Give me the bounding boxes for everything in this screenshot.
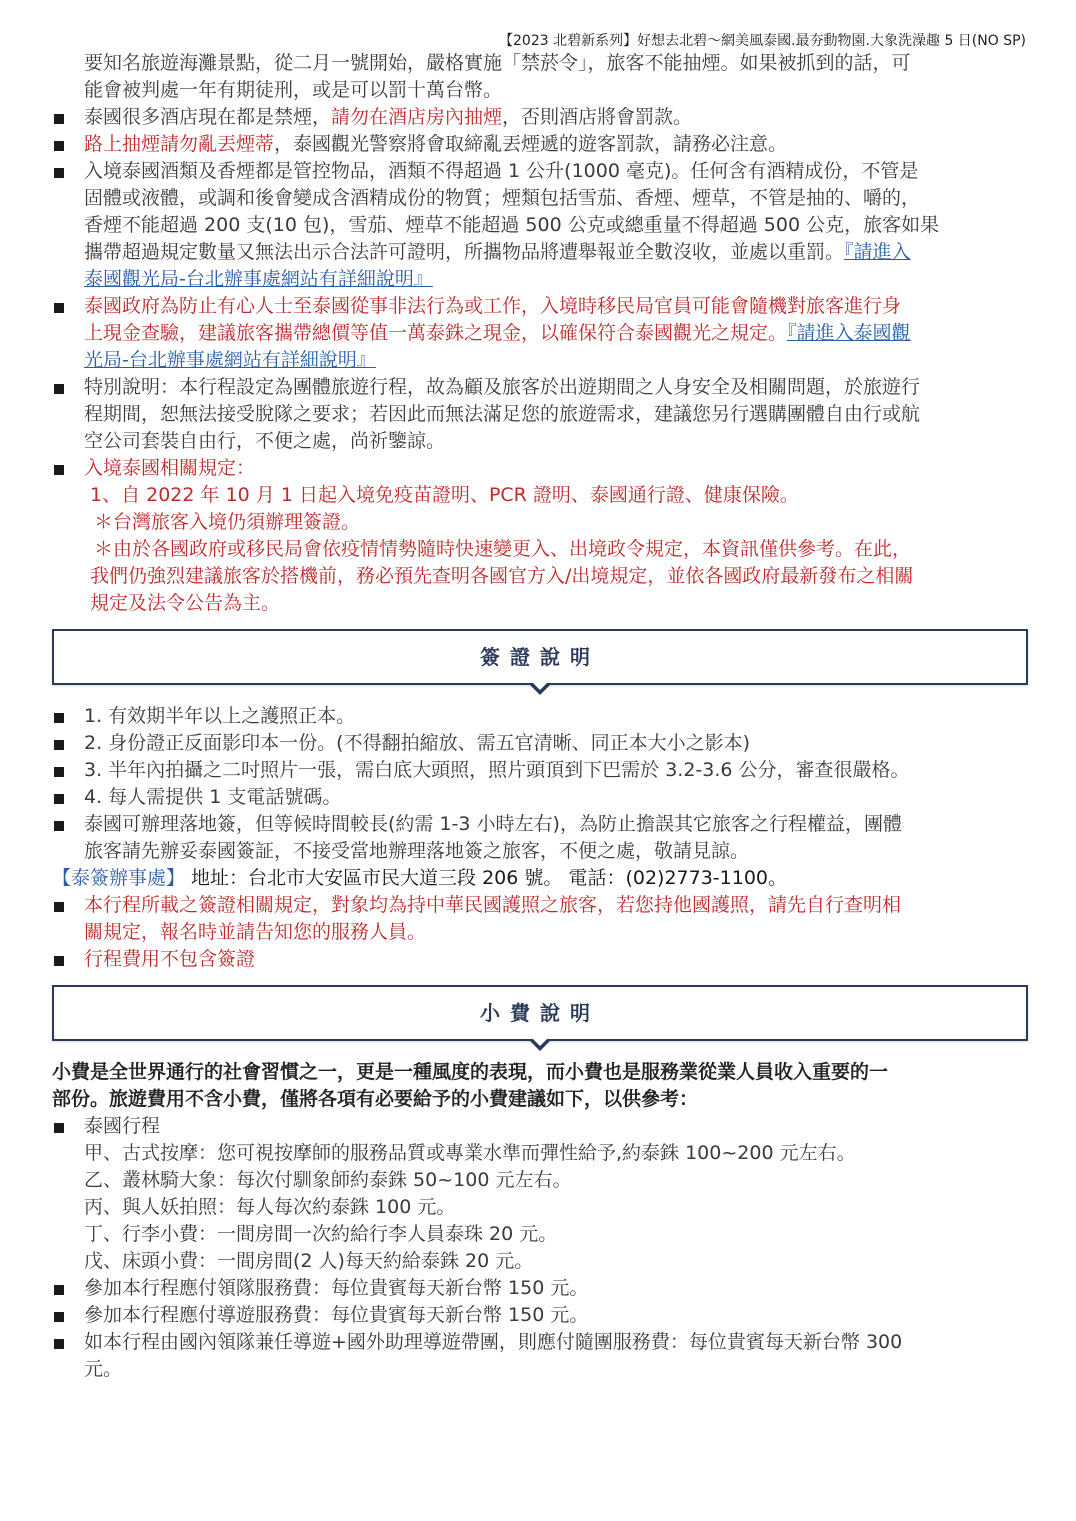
hotel-smoking-item: 泰國很多酒店現在都是禁煙，請勿在酒店房內抽煙，否則酒店將會罰款。 bbox=[52, 104, 1028, 131]
bullet-square-icon bbox=[54, 1123, 64, 1133]
tips-intro: 小費是全世界通行的社會習慣之一，更是一種風度的表現，而小費也是服務業從業人員收入重要的一 bbox=[52, 1061, 889, 1083]
special-note-item: 特別說明：本行程設定為團體旅遊行程，故為顧及旅客於出遊期間之人身安全及相關問題，於旅遊行 程期間，恕無法接受脫隊之要求；若因此而無法滿足您的旅遊需求，建議您另行選購團體自由行或航 空公司套裝自由行，不便之處，尚祈鑒諒。 bbox=[52, 374, 1028, 455]
visa-list: 1. 有效期半年以上之護照正本。 2. 身份證正反面影印本一份。(不得翻拍縮放、需五官清晰、同正本大小之影本) 3. 半年內拍攝之二吋照片一張，需白底大頭照，照片頭頂到下巴需於 3.2-3.6 公分，審查很嚴格。 4. 每人需提供 1 支電話號碼。 泰國可辦理落地簽，但等候時間較長(約需 1-3 小時左右)，為防止擔誤其它旅客之行程權益，團體 旅客請先辦妥泰國簽証，不接受當地辦理落地簽之旅客，不便之處，敬請見諒。 【泰簽辦事處】 地址：台北市大安區市民大道三段 206 號。 電話：(02)2773-1100。 本行程所載之簽證相關規定，對象均為持中華民國護照之旅客，若您持他國護照，請先自行查明相 關規定，報名時並請告知您的服務人員。 行程費用不包含簽證 bbox=[52, 703, 1028, 973]
list-item: 泰國可辦理落地簽，但等候時間較長(約需 1-3 小時左右)，為防止擔誤其它旅客之行程權益，團體 bbox=[52, 811, 1028, 838]
smoking-ban-continued: 要知名旅遊海灘景點，從二月一號開始，嚴格實施「禁菸令」，旅客不能抽煙。如果被抓到的話，可 能會被判處一年有期徒刑，或是可以罰十萬台幣。 bbox=[84, 52, 911, 101]
bullet-square-icon bbox=[54, 767, 64, 777]
liquor-tobacco-item: 入境泰國酒類及香煙都是管控物品，酒類不得超過 1 公升(1000 毫克)。任何含有酒精成份，不管是 固體或液體，或調和後會變成含酒精成份的物質；煙類包括雪茄、香煙、煙草，不管是抽的、嚼的， 香煙不能超過 200 支(10 包)，雪茄、煙草不能超過 500 公克或總重量不得超過 500 公克，旅客如果 攜帶超過規定數量又無法出示合法許可證明，所攜物品將遭舉報並全數沒收，並處以重罰。『請進入 泰國觀光局-台北辦事處網站有詳細說明』 bbox=[52, 158, 1028, 293]
tip-entry: 甲、古式按摩：您可視按摩師的服務品質或專業水準而彈性給予,約泰銖 100~200 元左右。 bbox=[84, 1142, 856, 1164]
tip-entry: 乙、叢林騎大象：每次付馴象師約泰銖 50~100 元左右。 bbox=[84, 1169, 572, 1191]
visa-section-banner: 簽證說明 bbox=[52, 629, 1028, 685]
document-body bbox=[52, 50, 1028, 1383]
banner-pointer-icon bbox=[529, 1040, 551, 1051]
tourism-bureau-link[interactable]: 『請進入 bbox=[844, 241, 911, 263]
tips-section: 小費是全世界通行的社會習慣之一，更是一種風度的表現，而小費也是服務業從業人員收入重要的一 部份。旅遊費用不含小費，僅將各項有必要給予的小費建議如下，以供參考： 泰國行程 甲、古式按摩：您可視按摩師的服務品質或專業水準而彈性給予,約泰銖 100~200 元左右。 乙、叢林騎大象：每次付馴象師約泰銖 50~100 元左右。 丙、與人妖拍照：每人每次約泰銖 100 元。 丁、行李小費：一間房間一次約給行李人員泰珠 20 元。 戊、床頭小費：一間房間(2 人)每天約給泰銖 20 元。 參加本行程應付領隊服務費：每位貴賓每天新台幣 150 元。 參加本行程應付導遊服務費：每位貴賓每天新台幣 150 元。 如本行程由國內領隊兼任導遊+國外助理導遊帶團，則應付隨團服務費：每位貴賓每天新台幣 300 元。 bbox=[52, 1059, 1028, 1383]
entry-rule: ＊台灣旅客入境仍須辦理簽證。 bbox=[94, 511, 361, 533]
list-item: 1. 有效期半年以上之護照正本。 bbox=[52, 703, 1028, 730]
bullet-square-icon bbox=[54, 1339, 64, 1349]
list-item: 泰國行程 bbox=[52, 1113, 1028, 1140]
bullet-square-icon bbox=[54, 821, 64, 831]
list-item: 3. 半年內拍攝之二吋照片一張，需白底大頭照，照片頭頂到下巴需於 3.2-3.6 公分，審查很嚴格。 bbox=[52, 757, 1028, 784]
bullet-square-icon bbox=[54, 384, 64, 394]
bullet-square-icon bbox=[54, 303, 64, 313]
bullet-square-icon bbox=[54, 794, 64, 804]
list-item: 本行程所載之簽證相關規定，對象均為持中華民國護照之旅客，若您持他國護照，請先自行查明相 bbox=[52, 892, 1028, 919]
tip-entry: 丙、與人妖拍照：每人每次約泰銖 100 元。 bbox=[84, 1196, 456, 1218]
bullet-square-icon bbox=[54, 114, 64, 124]
tourism-bureau-link[interactable]: 『請進入泰國觀 bbox=[787, 322, 911, 344]
cigarette-butt-item: 路上抽煙請勿亂丟煙蒂，泰國觀光警察將會取締亂丟煙遞的遊客罰款，請務必注意。 bbox=[52, 131, 1028, 158]
bullet-square-icon bbox=[54, 740, 64, 750]
bullet-square-icon bbox=[54, 1285, 64, 1295]
tip-entry: 戊、床頭小費：一間房間(2 人)每天約給泰銖 20 元。 bbox=[84, 1250, 534, 1272]
entry-rule: 1、自 2022 年 10 月 1 日起入境免疫苗證明、PCR 證明、泰國通行證、健康保險。 bbox=[90, 484, 799, 506]
cash-check-item: 泰國政府為防止有心人士至泰國從事非法行為或工作，入境時移民局官員可能會隨機對旅客進行身 上現金查驗，建議旅客攜帶總價等值一萬泰銖之現金，以確保符合泰國觀光之規定。『請進入泰國觀 光局-台北辦事處網站有詳細說明』 bbox=[52, 293, 1028, 374]
bullet-square-icon bbox=[54, 956, 64, 966]
list-item: 4. 每人需提供 1 支電話號碼。 bbox=[52, 784, 1028, 811]
bullet-square-icon bbox=[54, 465, 64, 475]
bullet-square-icon bbox=[54, 902, 64, 912]
list-item: 2. 身份證正反面影印本一份。(不得翻拍縮放、需五官清晰、同正本大小之影本) bbox=[52, 730, 1028, 757]
entry-rules-item: 入境泰國相關規定： 1、自 2022 年 10 月 1 日起入境免疫苗證明、PCR 證明、泰國通行證、健康保險。 ＊台灣旅客入境仍須辦理簽證。 ＊由於各國政府或移民局會依疫情情勢隨時快速變更入、出境政令規定，本資訊僅供參考。在此， 我們仍強烈建議旅客於搭機前，務必預先查明各國官方入/出境規定，並依各國政府最新發布之相關 規定及法令公告為主。 bbox=[52, 455, 1028, 617]
tourism-bureau-link[interactable]: 泰國觀光局-台北辦事處網站有詳細說明』 bbox=[84, 268, 433, 290]
visa-office-info: 【泰簽辦事處】 地址：台北市大安區市民大道三段 206 號。 電話：(02)2773-1100。 bbox=[52, 867, 788, 889]
visa-office-label: 【泰簽辦事處】 bbox=[52, 867, 186, 889]
entry-rule: ＊由於各國政府或移民局會依疫情情勢隨時快速變更入、出境政令規定，本資訊僅供參考。在此， bbox=[94, 538, 912, 560]
tip-entry: 丁、行李小費：一間房間一次約給行李人員泰珠 20 元。 bbox=[84, 1223, 558, 1245]
banner-pointer-icon bbox=[529, 684, 551, 695]
bullet-square-icon bbox=[54, 168, 64, 178]
document-header: 【2023 北碧新系列】好想去北碧～網美風泰國.最夯動物園.大象洗澡趣 5 日(NO SP) bbox=[499, 33, 1026, 49]
list-item: 參加本行程應付領隊服務費：每位貴賓每天新台幣 150 元。 bbox=[52, 1275, 1028, 1302]
tips-section-banner: 小費說明 bbox=[52, 985, 1028, 1041]
list-item: 如本行程由國內領隊兼任導遊+國外助理導遊帶團，則應付隨團服務費：每位貴賓每天新台幣 300 bbox=[52, 1329, 1028, 1356]
list-item: 參加本行程應付導遊服務費：每位貴賓每天新台幣 150 元。 bbox=[52, 1302, 1028, 1329]
bullet-square-icon bbox=[54, 1312, 64, 1322]
tourism-bureau-link[interactable]: 光局-台北辦事處網站有詳細說明』 bbox=[84, 349, 376, 371]
bullet-square-icon bbox=[54, 713, 64, 723]
entry-rules-title: 入境泰國相關規定： bbox=[84, 457, 256, 479]
bullet-square-icon bbox=[54, 141, 64, 151]
list-item: 行程費用不包含簽證 bbox=[52, 946, 1028, 973]
